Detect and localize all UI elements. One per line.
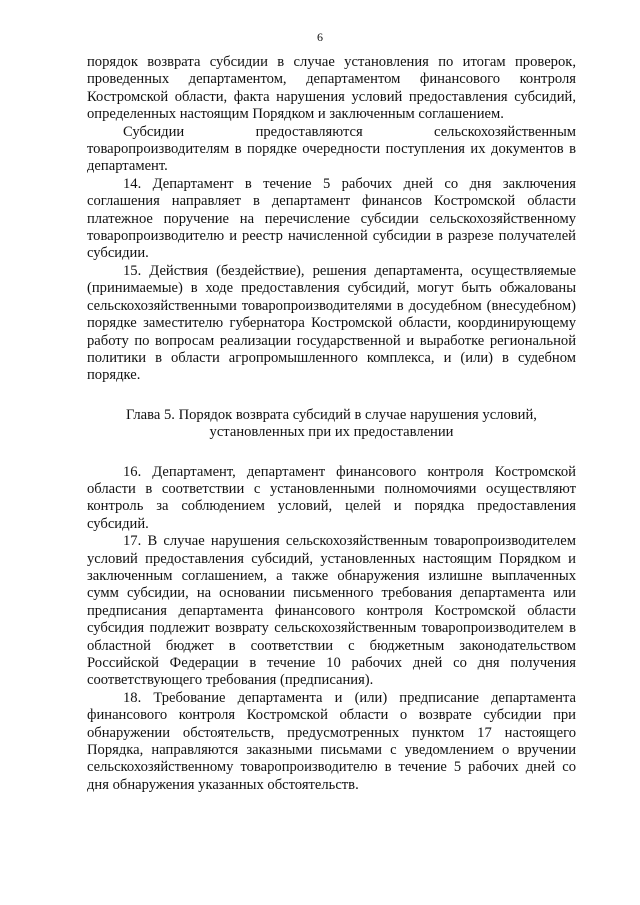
paragraph-17: 17. В случае нарушения сельскохозяйственным товаропроизводителем условий предоставления субсидий, установленных настоящим Порядком и заключенным соглашением, а также обнаружения излишне выплаченных сумм субсидии, на основании письменного требования департамента или предписания департамента финансового контроля Костромской области субсидия подлежит возврату сельскохозяйственным товаропроизводителем в областной бюджет в соответствии с бюджетным законодательством Российской Федерации в течение 10 рабочих дней со дня получения соответствующего требования (предписания). [87,533,576,689]
paragraph-continuation: порядок возврата субсидии в случае установления по итогам проверок, проведенных департаментом, департаментом финансового контроля Костромской области, факта нарушения условий предоставления субсидий, определенных настоящим Порядком и заключенным соглашением. [87,54,576,123]
document-body [87,54,576,794]
chapter-title-line-2: установленных при их предоставлении [209,424,454,441]
paragraph-16: 16. Департамент, департамент финансового контроля Костромской области в соответствии с установленными полномочиями осуществляют контроль за соблюдением условий, целей и порядка предоставления субсидий. [87,463,576,532]
chapter-title-line-1: Глава 5. Порядок возврата субсидий в случае нарушения условий, [126,406,537,423]
chapter-5-title [87,407,576,442]
paragraph-15: 15. Действия (бездействие), решения департамента, осуществляемые (принимаемые) в ходе предоставления субсидий, могут быть обжалованы сельскохозяйственными товаропроизводителями в досудебном (внесудебном) порядке заместителю губернатора Костромской области, координирующему работу по вопросам реализации государственной и выработке региональной политики в области агропромышленного комплекса, и (или) в судебном порядке. [87,262,576,384]
paragraph-18: 18. Требование департамента и (или) предписание департамента финансового контроля Костромской области о возврате субсидии при обнаружении обстоятельств, предусмотренных пунктом 17 настоящего Порядка, направляются заказными письмами с уведомлением о вручении сельскохозяйственному товаропроизводителю в течение 5 рабочих дней со дня обнаружения указанных обстоятельств. [87,689,576,793]
page-number: 6 [317,30,323,44]
paragraph-subsidy-order: Субсидии предоставляются сельскохозяйственным товаропроизводителям в порядке очередности поступления их документов в департамент. [87,123,576,175]
paragraph-14: 14. Департамент в течение 5 рабочих дней со дня заключения соглашения направляет в департамент финансов Костромской области платежное поручение на перечисление субсидии сельскохозяйственному товаропроизводителю и реестр начисленной субсидии в разрезе получателей субсидии. [87,175,576,262]
